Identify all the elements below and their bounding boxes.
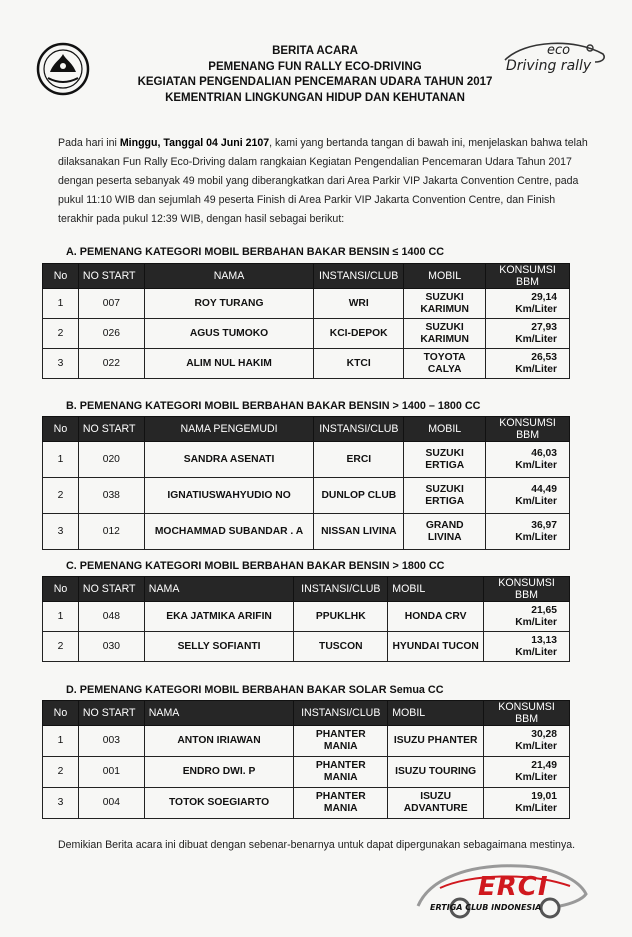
table-row (43, 478, 570, 514)
cell-car: ISUZU PHANTER (388, 726, 484, 757)
col-car: MOBIL (404, 264, 486, 289)
col-consumption: KONSUMSI BBM (486, 264, 570, 289)
erci-logo-text: ERCI (478, 872, 549, 902)
cell-name: ROY TURANG (144, 289, 313, 319)
col-car: MOBIL (404, 417, 486, 442)
cell-no: 2 (43, 632, 79, 662)
closing-paragraph: Demikian Berita acara ini dibuat dengan sebenar-benarnya untuk dapat dipergunakan sebagaimana mestinya. (58, 839, 576, 851)
col-no: No (43, 417, 79, 442)
col-name: NAMA (144, 264, 313, 289)
cell-consumption: 44,49 Km/Liter (486, 478, 570, 514)
cell-no: 2 (43, 319, 79, 349)
cell-no: 1 (43, 726, 79, 757)
col-name: NAMA (144, 701, 294, 726)
col-no: No (43, 701, 79, 726)
cell-car: GRAND LIVINA (404, 514, 486, 550)
cell-club: PPUKLHK (294, 602, 388, 632)
section-d-title: D. PEMENANG KATEGORI MOBIL BERBAHAN BAKAR SOLAR Semua CC (66, 684, 444, 696)
cell-club: ERCI (314, 442, 404, 478)
cell-consumption: 36,97 Km/Liter (486, 514, 570, 550)
cell-consumption: 27,93 Km/Liter (486, 319, 570, 349)
cell-club: KCI-DEPOK (314, 319, 404, 349)
cell-car: SUZUKI ERTIGA (404, 478, 486, 514)
col-no-start: NO START (78, 701, 144, 726)
cell-consumption: 46,03 Km/Liter (486, 442, 570, 478)
cell-club: KTCI (314, 349, 404, 379)
title-line-2: PEMENANG FUN RALLY ECO-DRIVING (208, 60, 422, 73)
cell-car: SUZUKI KARIMUN (404, 319, 486, 349)
results-table-a (42, 263, 570, 379)
table-row (43, 726, 570, 757)
title-line-1: BERITA ACARA (272, 45, 358, 57)
col-no-start: NO START (78, 264, 144, 289)
cell-club: TUSCON (294, 632, 388, 662)
cell-no-start: 048 (78, 602, 144, 632)
cell-name: SANDRA ASENATI (144, 442, 314, 478)
cell-no-start: 020 (78, 442, 144, 478)
cell-no-start: 022 (78, 349, 144, 379)
results-table-b (42, 416, 570, 550)
cell-car: HONDA CRV (388, 602, 484, 632)
cell-car: SUZUKI KARIMUN (404, 289, 486, 319)
cell-club: DUNLOP CLUB (314, 478, 404, 514)
table-row (43, 514, 570, 550)
cell-no-start: 003 (78, 726, 144, 757)
cell-no-start: 026 (78, 319, 144, 349)
cell-no-start: 001 (78, 757, 144, 788)
title-line-3: KEGIATAN PENGENDALIAN PENCEMARAN UDARA TAHUN 2017 (137, 76, 493, 88)
eco-logo-text: Driving rally (506, 58, 592, 74)
cell-car: ISUZU ADVANTURE (388, 788, 484, 819)
erci-logo-subtitle: ERTIGA CLUB INDONESIA (430, 903, 542, 912)
cell-name: SELLY SOFIANTI (144, 632, 294, 662)
col-club: INSTANSI/CLUB (294, 577, 388, 602)
table-row (43, 602, 570, 632)
cell-name: EKA JATMIKA ARIFIN (144, 602, 294, 632)
cell-name: ALIM NUL HAKIM (144, 349, 313, 379)
cell-car: HYUNDAI TUCON (388, 632, 484, 662)
cell-consumption: 26,53 Km/Liter (486, 349, 570, 379)
col-consumption: KONSUMSI BBM (486, 417, 570, 442)
cell-no: 1 (43, 602, 79, 632)
col-name: NAMA (144, 577, 294, 602)
results-table-d (42, 700, 570, 819)
cell-club: PHANTER MANIA (294, 726, 388, 757)
table-row (43, 349, 570, 379)
section-c-title: C. PEMENANG KATEGORI MOBIL BERBAHAN BAKAR BENSIN > 1800 CC (66, 560, 445, 572)
col-car: MOBIL (388, 701, 484, 726)
intro-text-b: , kami yang bertanda tangan di bawah ini, menjelaskan bahwa telah dilaksanakan Fun Rally Eco-Driving dalam rangkaian Kegiatan Pengendalian Pencemaran Udara Tahun 2017 dengan peserta sebanyak 49 mobil yang diberangkatkan dari Area Parkir VIP Jakarta Convention Centre, pada pukul 11:10 WIB dan sejumlah 49 peserta Finish di Area Parkir VIP Jakarta Convention Centre, dan Finish terakhir pada pukul 12:39 WIB, dengan hasil sebagai berikut: (58, 137, 588, 225)
cell-no-start: 012 (78, 514, 144, 550)
cell-name: ANTON IRIAWAN (144, 726, 294, 757)
table-row (43, 442, 570, 478)
document-title (110, 44, 520, 106)
cell-no: 1 (43, 442, 79, 478)
intro-text-a: Pada hari ini (58, 137, 120, 149)
cell-no-start: 004 (78, 788, 144, 819)
col-consumption: KONSUMSI BBM (484, 701, 570, 726)
cell-consumption: 21,49 Km/Liter (484, 757, 570, 788)
results-table-c (42, 576, 570, 662)
cell-no: 3 (43, 788, 79, 819)
col-club: INSTANSI/CLUB (314, 417, 404, 442)
section-b-title: B. PEMENANG KATEGORI MOBIL BERBAHAN BAKAR BENSIN > 1400 – 1800 CC (66, 400, 481, 412)
cell-car: ISUZU TOURING (388, 757, 484, 788)
table-row (43, 632, 570, 662)
col-no-start: NO START (78, 417, 144, 442)
cell-no-start: 030 (78, 632, 144, 662)
cell-no: 2 (43, 478, 79, 514)
table-row (43, 319, 570, 349)
section-a-title: A. PEMENANG KATEGORI MOBIL BERBAHAN BAKAR BENSIN ≤ 1400 CC (66, 246, 445, 258)
ministry-emblem-icon (36, 42, 90, 96)
cell-consumption: 29,14 Km/Liter (486, 289, 570, 319)
table-row (43, 788, 570, 819)
col-no: No (43, 264, 79, 289)
table-row (43, 757, 570, 788)
cell-no-start: 007 (78, 289, 144, 319)
cell-name: MOCHAMMAD SUBANDAR . A (144, 514, 314, 550)
cell-club: WRI (314, 289, 404, 319)
eco-logo-small-text: eco (547, 43, 571, 58)
cell-car: SUZUKI ERTIGA (404, 442, 486, 478)
cell-no: 2 (43, 757, 79, 788)
cell-club: PHANTER MANIA (294, 788, 388, 819)
intro-paragraph (58, 134, 588, 229)
col-no: No (43, 577, 79, 602)
col-club: INSTANSI/CLUB (314, 264, 404, 289)
cell-club: PHANTER MANIA (294, 757, 388, 788)
cell-consumption: 19,01 Km/Liter (484, 788, 570, 819)
cell-club: NISSAN LIVINA (314, 514, 404, 550)
cell-no: 3 (43, 514, 79, 550)
cell-no: 1 (43, 289, 79, 319)
cell-car: TOYOTA CALYA (404, 349, 486, 379)
col-no-start: NO START (78, 577, 144, 602)
title-line-4: KEMENTRIAN LINGKUNGAN HIDUP DAN KEHUTANAN (165, 91, 465, 104)
col-name: NAMA PENGEMUDI (144, 417, 314, 442)
col-consumption: KONSUMSI BBM (484, 577, 570, 602)
cell-consumption: 13,13 Km/Liter (484, 632, 570, 662)
cell-name: AGUS TUMOKO (144, 319, 313, 349)
intro-date: Minggu, Tanggal 04 Juni 2107 (119, 137, 270, 149)
col-club: INSTANSI/CLUB (294, 701, 388, 726)
cell-no: 3 (43, 349, 79, 379)
table-row (43, 289, 570, 319)
cell-no-start: 038 (78, 478, 144, 514)
cell-name: TOTOK SOEGIARTO (144, 788, 294, 819)
col-car: MOBIL (388, 577, 484, 602)
cell-consumption: 30,28 Km/Liter (484, 726, 570, 757)
cell-name: ENDRO DWI. P (144, 757, 294, 788)
cell-name: IGNATIUSWAHYUDIO NO (144, 478, 314, 514)
cell-consumption: 21,65 Km/Liter (484, 602, 570, 632)
